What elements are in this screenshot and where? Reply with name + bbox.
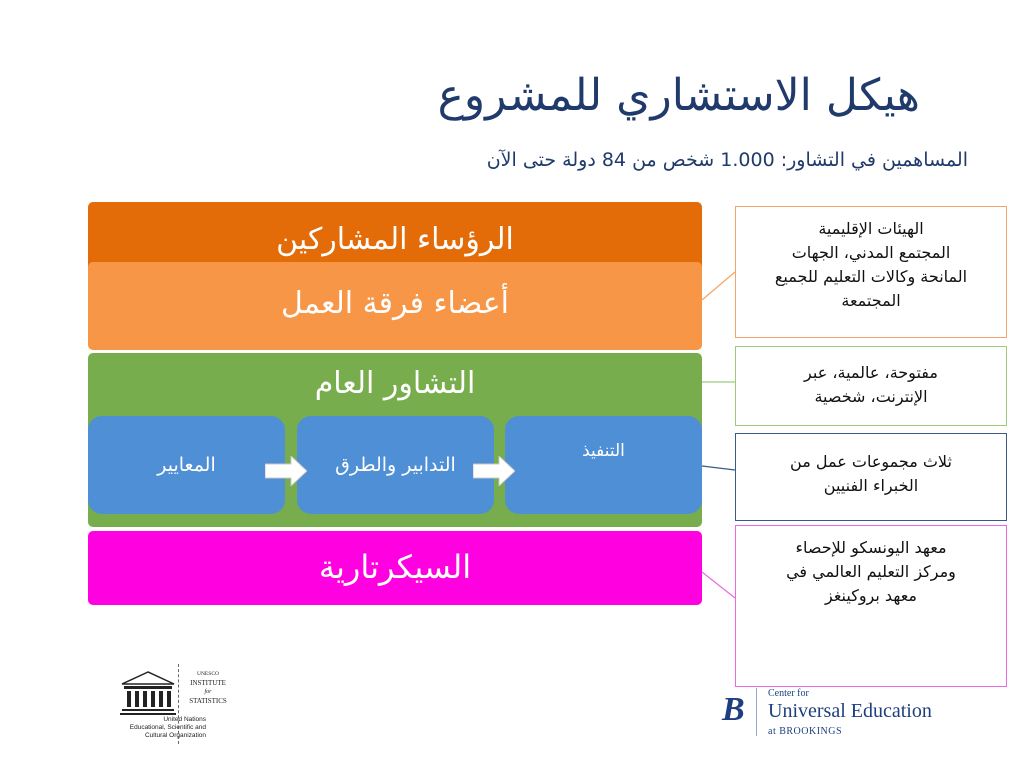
task-force-band: أعضاء فرقة العمل	[88, 262, 702, 350]
note-secretariat	[735, 525, 1007, 687]
divider	[756, 688, 757, 736]
note-line: معهد بروكينغز	[825, 586, 917, 605]
connector-working-groups	[702, 466, 735, 470]
working-group-measures: التدابير والطرق	[297, 416, 494, 514]
note-line: معهد اليونسكو للإحصاء	[795, 538, 947, 557]
uis-logo-text: UNESCO INSTITUTE for STATISTICS	[189, 671, 227, 705]
note-consultation	[735, 346, 1007, 426]
connector-task-force	[702, 272, 735, 300]
note-line: الخبراء الفنيين	[823, 476, 919, 495]
note-line: المجتمع المدني، الجهات	[791, 243, 951, 262]
unesco-org-name: United Nations Educational, Scientific and Cultural Organization	[129, 716, 206, 739]
note-line: المجتمعة	[841, 291, 901, 310]
brookings-universal-education: Universal Education	[768, 700, 932, 722]
page-title: هيكل الاستشاري للمشروع	[437, 70, 920, 121]
note-working-groups	[735, 433, 1007, 521]
note-line: مفتوحة، عالمية، عبر	[804, 363, 938, 382]
public-consultation-band: التشاور العام	[88, 353, 702, 527]
brookings-center-for: Center for	[768, 688, 809, 699]
connector-secretariat	[702, 572, 735, 598]
note-line: ومركز التعليم العالمي في	[786, 562, 956, 581]
note-line: الهيئات الإقليمية	[818, 219, 924, 238]
working-group-standards: المعايير	[88, 416, 285, 514]
note-task-force-members	[735, 206, 1007, 338]
brookings-at: at BROOKINGS	[768, 726, 843, 737]
page-subtitle: المساهمين في التشاور: 1.000 شخص من 84 دولة حتى الآن	[486, 149, 968, 171]
brookings-b-icon: B	[722, 691, 745, 728]
note-line: الإنترنت، شخصية	[814, 387, 928, 406]
unesco-temple-logo	[118, 670, 178, 716]
co-chairs-band: الرؤساء المشاركين	[88, 202, 702, 292]
arrow-right-icon	[265, 456, 307, 486]
note-line: ثلاث مجموعات عمل من	[790, 452, 952, 471]
note-line: المانحة وكالات التعليم للجميع	[774, 267, 968, 286]
secretariat-band: السيكرتارية	[88, 531, 702, 605]
arrow-right-icon	[473, 456, 515, 486]
working-group-implementation: التنفيذ	[505, 416, 702, 514]
